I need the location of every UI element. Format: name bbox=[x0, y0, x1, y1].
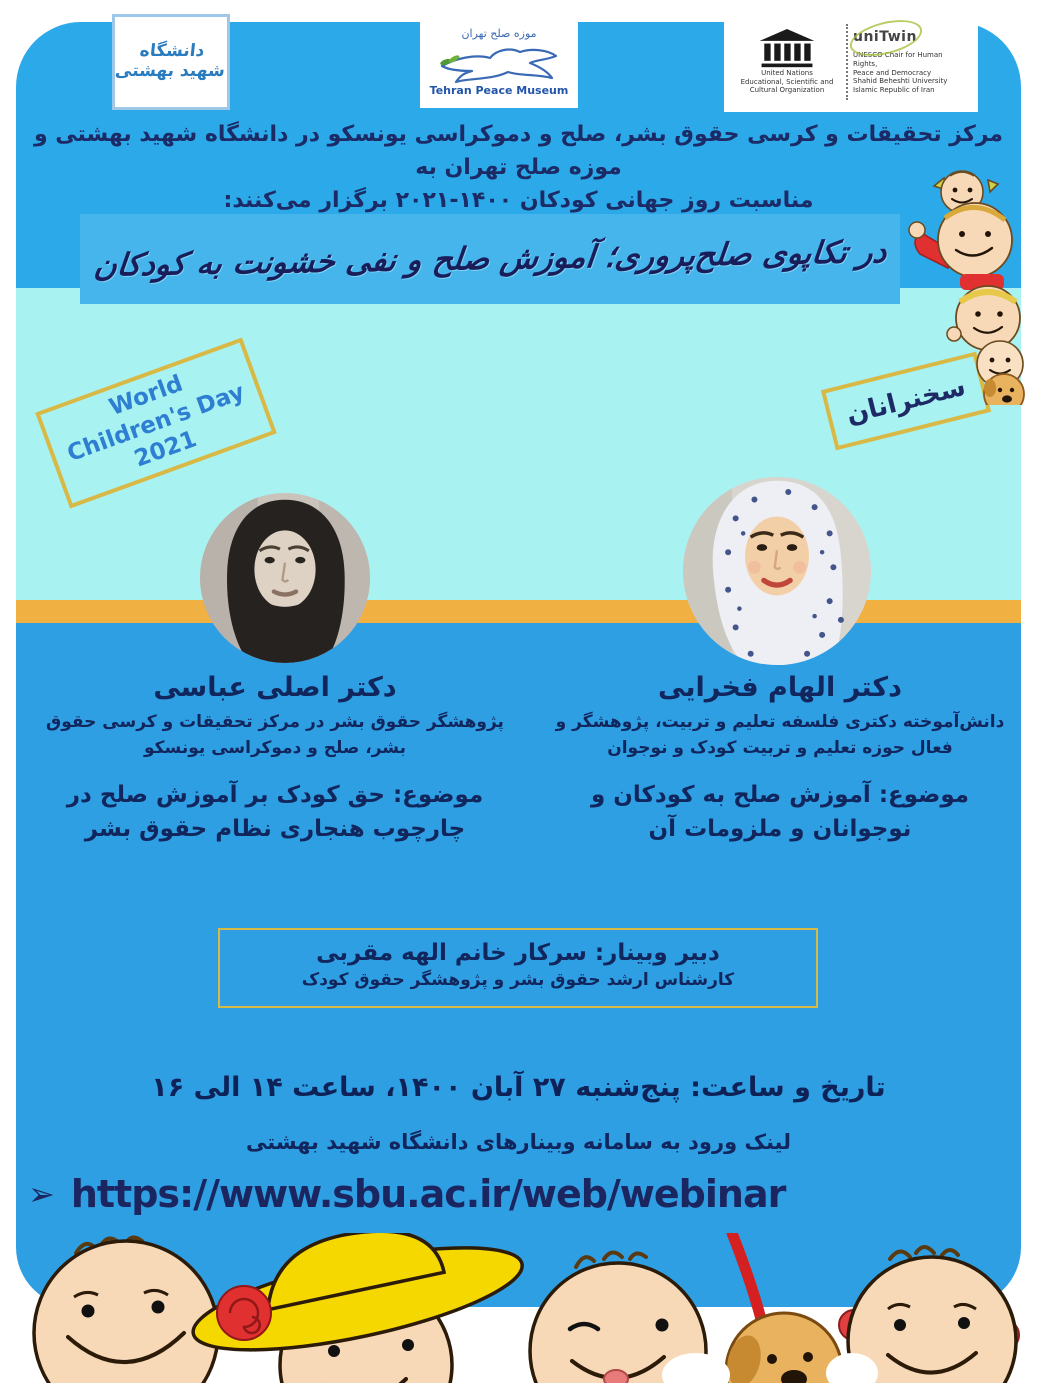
peace-museum-title-fa: موزه صلح تهران bbox=[461, 27, 537, 40]
speaker-bio: دانش‌آموخته دکتری فلسفه تعلیم و تربیت، پژوهشگر و فعال حوزه تعلیم و تربیت کودک و نوجوان bbox=[555, 712, 1005, 759]
speaker-photo-fakhraei bbox=[683, 477, 871, 665]
unesco-unitwin-logos bbox=[724, 12, 978, 112]
dove-icon bbox=[434, 40, 564, 84]
peace-museum-title-en: Tehran Peace Museum bbox=[429, 84, 569, 97]
sbu-logo bbox=[112, 14, 230, 110]
orange-divider bbox=[16, 600, 1021, 623]
logo-divider bbox=[846, 24, 848, 100]
world-childrens-day-badge: World Children's Day 2021 bbox=[35, 337, 277, 508]
organizer-line-1: مرکز تحقیقات و کرسی حقوق بشر، صلح و دموکراسی یونسکو در دانشگاه شهید بهشتی و موزه صلح تهران به bbox=[33, 122, 1004, 180]
speaker-topic: موضوع: آموزش صلح به کودکان و نوجوانان و ملزومات آن bbox=[590, 781, 970, 843]
unitwin-caption-line: Shahid Beheshti University bbox=[853, 77, 948, 86]
speaker-bio: پژوهشگر حقوق بشر در مرکز تحقیقات و کرسی حقوق بشر، صلح و دموکراسی یونسکو bbox=[46, 712, 504, 759]
unesco-logo bbox=[733, 29, 841, 95]
event-title-band bbox=[80, 214, 900, 304]
speakers-badge: سخنرانان bbox=[821, 352, 991, 451]
arrow-icon: ➢ bbox=[28, 1175, 55, 1213]
unesco-temple-icon bbox=[758, 29, 816, 69]
moderator-box bbox=[218, 928, 818, 1008]
moderator-name: دبیر وبینار: سرکار خانم الهه مقربی bbox=[316, 940, 720, 966]
unitwin-wordmark: uniTwin bbox=[853, 29, 917, 45]
speaker-photo-abbasi bbox=[200, 493, 370, 663]
unitwin-caption-line: Islamic Republic of Iran bbox=[853, 86, 935, 95]
children-illustration-right bbox=[890, 170, 1032, 405]
speaker-name: دکتر اصلی عباسی bbox=[153, 672, 397, 703]
tehran-peace-museum-logo bbox=[420, 16, 578, 108]
unitwin-caption-line: Peace and Democracy bbox=[853, 68, 932, 77]
unitwin-logo bbox=[853, 29, 969, 95]
organizer-text bbox=[30, 118, 1007, 217]
webinar-url-row bbox=[28, 1172, 785, 1216]
unesco-caption-line: Cultural Organization bbox=[749, 86, 825, 95]
unesco-caption-line: United Nations bbox=[761, 68, 813, 77]
webinar-url[interactable]: https://www.sbu.ac.ir/web/webinar bbox=[70, 1172, 786, 1216]
date-time-line: تاریخ و ساعت: پنج‌شنبه ۲۷ آبان ۱۴۰۰، ساعت ۱۴ الی ۱۶ bbox=[151, 1072, 886, 1103]
speaker-card-fakhraei bbox=[545, 672, 1015, 847]
children-illustration-bottom bbox=[16, 1233, 1021, 1383]
link-label: لینک ورود به سامانه وبینارهای دانشگاه شهید بهشتی bbox=[246, 1130, 791, 1154]
unesco-caption-line: Educational, Scientific and bbox=[740, 77, 834, 86]
unitwin-caption-line: UNESCO Chair for Human Rights, bbox=[853, 51, 943, 68]
organizer-line-2: مناسبت روز جهانی کودکان ۱۴۰۰-۲۰۲۱ برگزار می‌کنند: bbox=[223, 188, 814, 213]
speaker-topic: موضوع: حق کودک بر آموزش صلح در چارچوب هنجاری نظام حقوق بشر bbox=[66, 781, 484, 843]
moderator-title: کارشناس ارشد حقوق بشر و پژوهشگر حقوق کودک bbox=[301, 970, 735, 990]
speaker-name: دکتر الهام فخرایی bbox=[658, 672, 902, 703]
sbu-logo-text: دانشگاه شهید بهشتی bbox=[114, 41, 226, 81]
event-title: در تکاپوی صلح‌پروری؛ آموزش صلح و نفی خشونت به کودکان bbox=[91, 234, 889, 284]
speaker-card-abbasi bbox=[25, 672, 525, 847]
